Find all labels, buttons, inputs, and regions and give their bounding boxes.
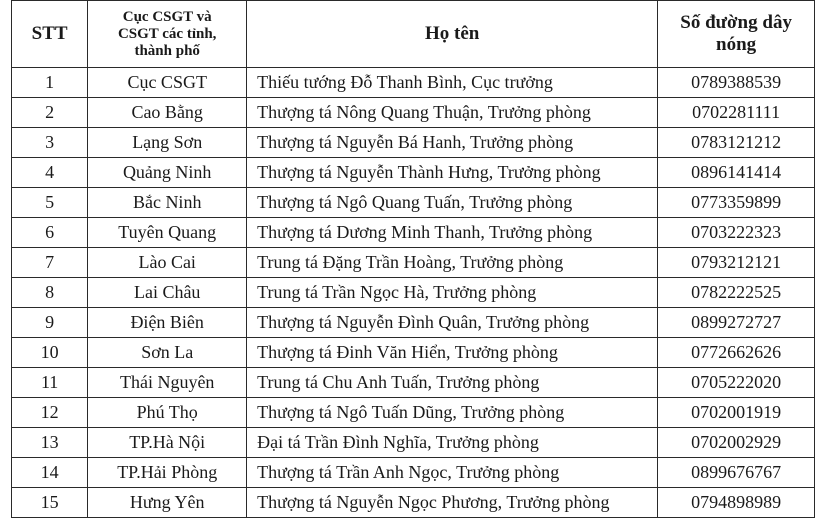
cell-stt: 2 — [12, 98, 88, 128]
cell-unit: Sơn La — [88, 338, 247, 368]
header-unit-line: CSGT các tỉnh, — [117, 25, 217, 42]
cell-phone: 0783121212 — [658, 128, 815, 158]
cell-stt: 6 — [12, 218, 88, 248]
table-row — [12, 338, 815, 368]
table-row — [12, 308, 815, 338]
header-unit — [88, 1, 247, 68]
cell-unit: Bắc Ninh — [88, 188, 247, 218]
cell-name: Thượng tá Trần Anh Ngọc, Trưởng phòng — [247, 458, 658, 488]
table-row — [12, 188, 815, 218]
hotline-table — [11, 0, 815, 518]
header-unit-line: Cục CSGT và — [122, 8, 212, 25]
cell-phone: 0782222525 — [658, 278, 815, 308]
cell-stt: 14 — [12, 458, 88, 488]
cell-name: Thiếu tướng Đỗ Thanh Bình, Cục trưởng — [247, 68, 658, 98]
cell-phone: 0899272727 — [658, 308, 815, 338]
cell-stt: 15 — [12, 488, 88, 518]
cell-unit: Tuyên Quang — [88, 218, 247, 248]
cell-phone: 0773359899 — [658, 188, 815, 218]
cell-phone: 0702281111 — [658, 98, 815, 128]
table-row — [12, 128, 815, 158]
header-name: Họ tên — [247, 1, 658, 68]
cell-name: Trung tá Chu Anh Tuấn, Trưởng phòng — [247, 368, 658, 398]
cell-phone: 0702002929 — [658, 428, 815, 458]
cell-phone: 0896141414 — [658, 158, 815, 188]
table-row — [12, 368, 815, 398]
cell-stt: 3 — [12, 128, 88, 158]
cell-unit: Thái Nguyên — [88, 368, 247, 398]
cell-name: Thượng tá Đinh Văn Hiển, Trưởng phòng — [247, 338, 658, 368]
cell-unit: Cao Bằng — [88, 98, 247, 128]
cell-unit: Điện Biên — [88, 308, 247, 338]
table-row — [12, 98, 815, 128]
header-phone-line: nóng — [716, 34, 757, 55]
cell-stt: 10 — [12, 338, 88, 368]
cell-name: Đại tá Trần Đình Nghĩa, Trưởng phòng — [247, 428, 658, 458]
header-phone — [658, 1, 815, 68]
table-body — [12, 68, 815, 518]
table-row — [12, 278, 815, 308]
cell-stt: 5 — [12, 188, 88, 218]
cell-phone: 0793212121 — [658, 248, 815, 278]
table-row — [12, 458, 815, 488]
cell-phone: 0794898989 — [658, 488, 815, 518]
cell-unit: Phú Thọ — [88, 398, 247, 428]
header-phone-line: Số đường dây — [680, 12, 792, 33]
cell-name: Trung tá Đặng Trần Hoàng, Trưởng phòng — [247, 248, 658, 278]
header-row — [12, 1, 815, 68]
cell-name: Thượng tá Nông Quang Thuận, Trưởng phòng — [247, 98, 658, 128]
table-row — [12, 398, 815, 428]
cell-name: Thượng tá Dương Minh Thanh, Trưởng phòng — [247, 218, 658, 248]
cell-phone: 0702001919 — [658, 398, 815, 428]
header-stt: STT — [12, 1, 88, 68]
cell-name: Thượng tá Ngô Tuấn Dũng, Trưởng phòng — [247, 398, 658, 428]
header-unit-line: thành phố — [134, 42, 200, 59]
cell-stt: 7 — [12, 248, 88, 278]
cell-unit: Lào Cai — [88, 248, 247, 278]
table-row — [12, 218, 815, 248]
cell-unit: Lai Châu — [88, 278, 247, 308]
cell-unit: Quảng Ninh — [88, 158, 247, 188]
cell-phone: 0705222020 — [658, 368, 815, 398]
cell-phone: 0703222323 — [658, 218, 815, 248]
cell-stt: 9 — [12, 308, 88, 338]
cell-unit: Cục CSGT — [88, 68, 247, 98]
cell-name: Thượng tá Nguyễn Ngọc Phương, Trưởng phòng — [247, 488, 658, 518]
cell-stt: 11 — [12, 368, 88, 398]
cell-stt: 1 — [12, 68, 88, 98]
cell-unit: TP.Hải Phòng — [88, 458, 247, 488]
cell-stt: 12 — [12, 398, 88, 428]
cell-name: Trung tá Trần Ngọc Hà, Trưởng phòng — [247, 278, 658, 308]
cell-phone: 0899676767 — [658, 458, 815, 488]
cell-unit: TP.Hà Nội — [88, 428, 247, 458]
cell-stt: 4 — [12, 158, 88, 188]
cell-stt: 13 — [12, 428, 88, 458]
cell-phone: 0789388539 — [658, 68, 815, 98]
cell-name: Thượng tá Nguyễn Đình Quân, Trưởng phòng — [247, 308, 658, 338]
cell-stt: 8 — [12, 278, 88, 308]
table-row — [12, 68, 815, 98]
cell-name: Thượng tá Nguyễn Thành Hưng, Trưởng phòng — [247, 158, 658, 188]
cell-unit: Lạng Sơn — [88, 128, 247, 158]
table-row — [12, 428, 815, 458]
table-row — [12, 248, 815, 278]
cell-phone: 0772662626 — [658, 338, 815, 368]
cell-name: Thượng tá Nguyễn Bá Hanh, Trưởng phòng — [247, 128, 658, 158]
cell-unit: Hưng Yên — [88, 488, 247, 518]
table-row — [12, 488, 815, 518]
cell-name: Thượng tá Ngô Quang Tuấn, Trưởng phòng — [247, 188, 658, 218]
table-row — [12, 158, 815, 188]
